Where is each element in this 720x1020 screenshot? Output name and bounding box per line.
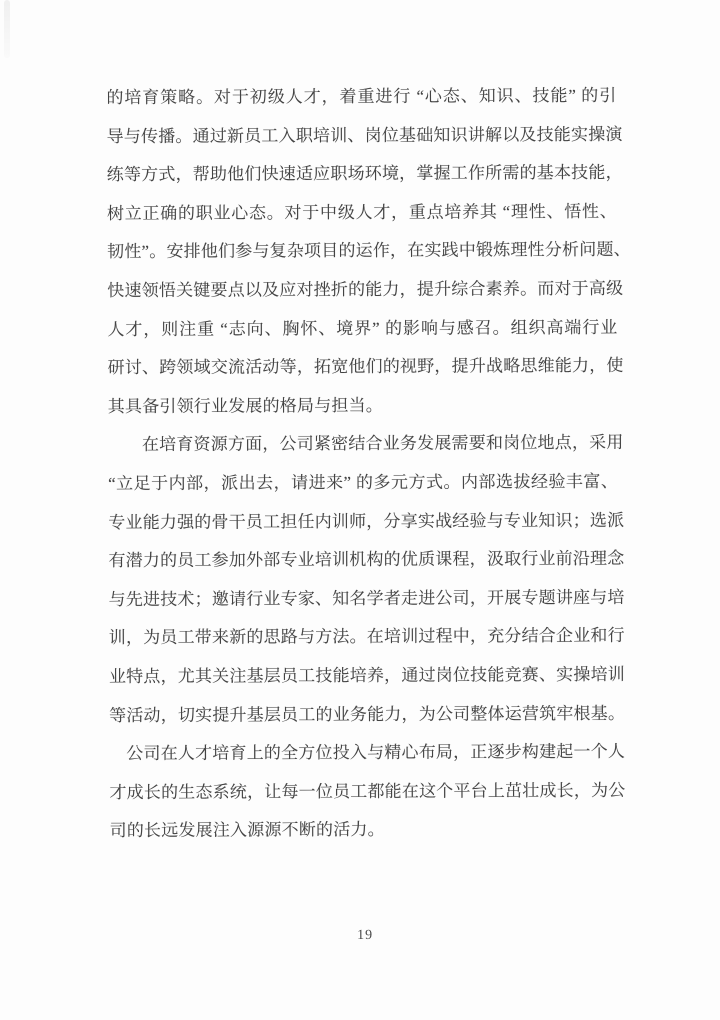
text-line: “立足于内部，派出去，请进来” 的多元方式。内部选拔经验丰富、 [108,471,619,494]
page-number: 19 [357,927,374,944]
text-line: 人才，则注重 “志向、胸怀、境界” 的影响与感召。组织高端行业 [107,317,618,339]
text-line: 训，为员工带来新的思路与方法。在培训过程中，充分结合企业和行 [108,626,625,648]
paragraph [106,77,631,427]
text-line: 研讨、跨领域交流活动等，拓宽他们的视野，提升战略思维能力，使 [107,356,624,378]
text-line: 专业能力强的骨干员工担任内训师，分享实战经验与专业知识；选派 [108,510,625,532]
text-line: 业特点，尤其关注基层员工技能培养，通过岗位技能竞赛、实操培训 [108,664,625,687]
text-line: 公司在人才培育上的全方位投入与精心布局，正逐步构建起一个人 [126,741,626,764]
text-line: 树立正确的职业心态。对于中级人才，重点培养其 “理性、悟性、 [106,201,617,223]
text-line: 才成长的生态系统，让每一位员工都能在这个平台上茁壮成长，为公 [109,780,626,802]
document-body [106,77,631,851]
text-line: 的培育策略。对于初级人才，着重进行 “心态、知识、技能” 的引 [106,85,617,108]
text-line: 韧性”。安排他们参与复杂项目的运作，在实践中锻炼理性分析问题、 [107,240,631,262]
text-line: 有潜力的员工参加外部专业培训机构的优质课程，汲取行业前沿理念 [108,548,625,571]
text-line: 其具备引领行业发展的格局与担当。 [107,395,384,416]
text-line: 司的长远发展注入源源不断的活力。 [109,820,385,841]
text-line: 快速领悟关键要点以及应对挫折的能力，提升综合素养。而对于高级 [107,278,624,301]
text-line: 在培育资源方面，公司紧密结合业务发展需要和岗位地点，采用 [141,433,624,455]
text-line: 等活动，切实提升基层员工的业务能力，为公司整体运营筑牢根基。 [109,703,626,725]
paragraph [108,424,626,735]
text-line: 与先进技术；邀请行业专家、知名学者走进公司，开展专题讲座与培 [108,587,625,609]
paragraph [109,733,626,851]
text-line: 练等方式，帮助他们快速适应职场环境，掌握工作所需的基本技能， [106,163,623,185]
text-line: 导与传播。通过新员工入职培训、岗位基础知识讲解以及技能实操演 [106,124,623,146]
